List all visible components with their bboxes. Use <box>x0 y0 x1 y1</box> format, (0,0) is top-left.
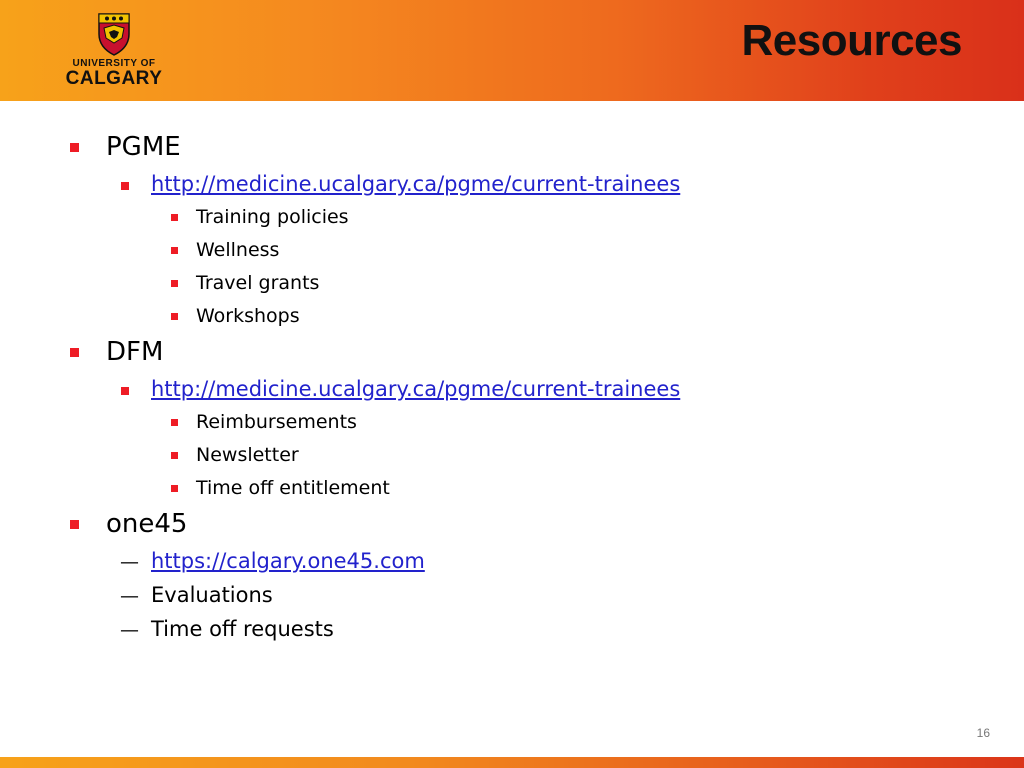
list-item: Time off requests <box>151 617 334 641</box>
list-item: Newsletter <box>196 444 299 466</box>
list-item: Training policies <box>196 206 349 228</box>
bullet-marker <box>70 348 79 357</box>
university-crest-icon <box>96 12 132 56</box>
bullet-marker <box>121 387 129 395</box>
one45-link[interactable]: https://calgary.one45.com <box>151 549 425 573</box>
bullet-marker <box>171 419 178 426</box>
list-item: Time off entitlement <box>196 477 390 499</box>
pgme-link[interactable]: http://medicine.ucalgary.ca/pgme/current-trainees <box>151 172 681 196</box>
list-item: Reimbursements <box>196 411 357 433</box>
section-heading-one45: one45 <box>106 509 188 539</box>
bullet-marker <box>171 247 178 254</box>
list-item: Wellness <box>196 239 280 261</box>
dash-marker: — <box>120 551 139 573</box>
logo-text-line2: CALGARY <box>65 68 163 89</box>
list-item: Evaluations <box>151 583 273 607</box>
bullet-marker <box>70 143 79 152</box>
section-heading-pgme: PGME <box>106 132 181 162</box>
bullet-marker <box>171 280 178 287</box>
university-logo <box>62 12 166 90</box>
dfm-link[interactable]: http://medicine.ucalgary.ca/pgme/current-trainees <box>151 377 681 401</box>
header-bar <box>0 0 1024 101</box>
page-number: 16 <box>976 726 990 740</box>
logo-text-line1: UNIVERSITY OF <box>72 58 156 69</box>
bullet-marker <box>171 214 178 221</box>
section-heading-dfm: DFM <box>106 337 164 367</box>
bullet-marker <box>171 485 178 492</box>
footer-bar <box>0 757 1024 768</box>
bullet-marker <box>171 452 178 459</box>
dash-marker: — <box>120 585 139 607</box>
slide-title: Resources <box>741 16 962 65</box>
bullet-marker <box>121 182 129 190</box>
list-item: Travel grants <box>196 272 320 294</box>
list-item: Workshops <box>196 305 300 327</box>
bullet-marker <box>70 520 79 529</box>
dash-marker: — <box>120 619 139 641</box>
bullet-marker <box>171 313 178 320</box>
